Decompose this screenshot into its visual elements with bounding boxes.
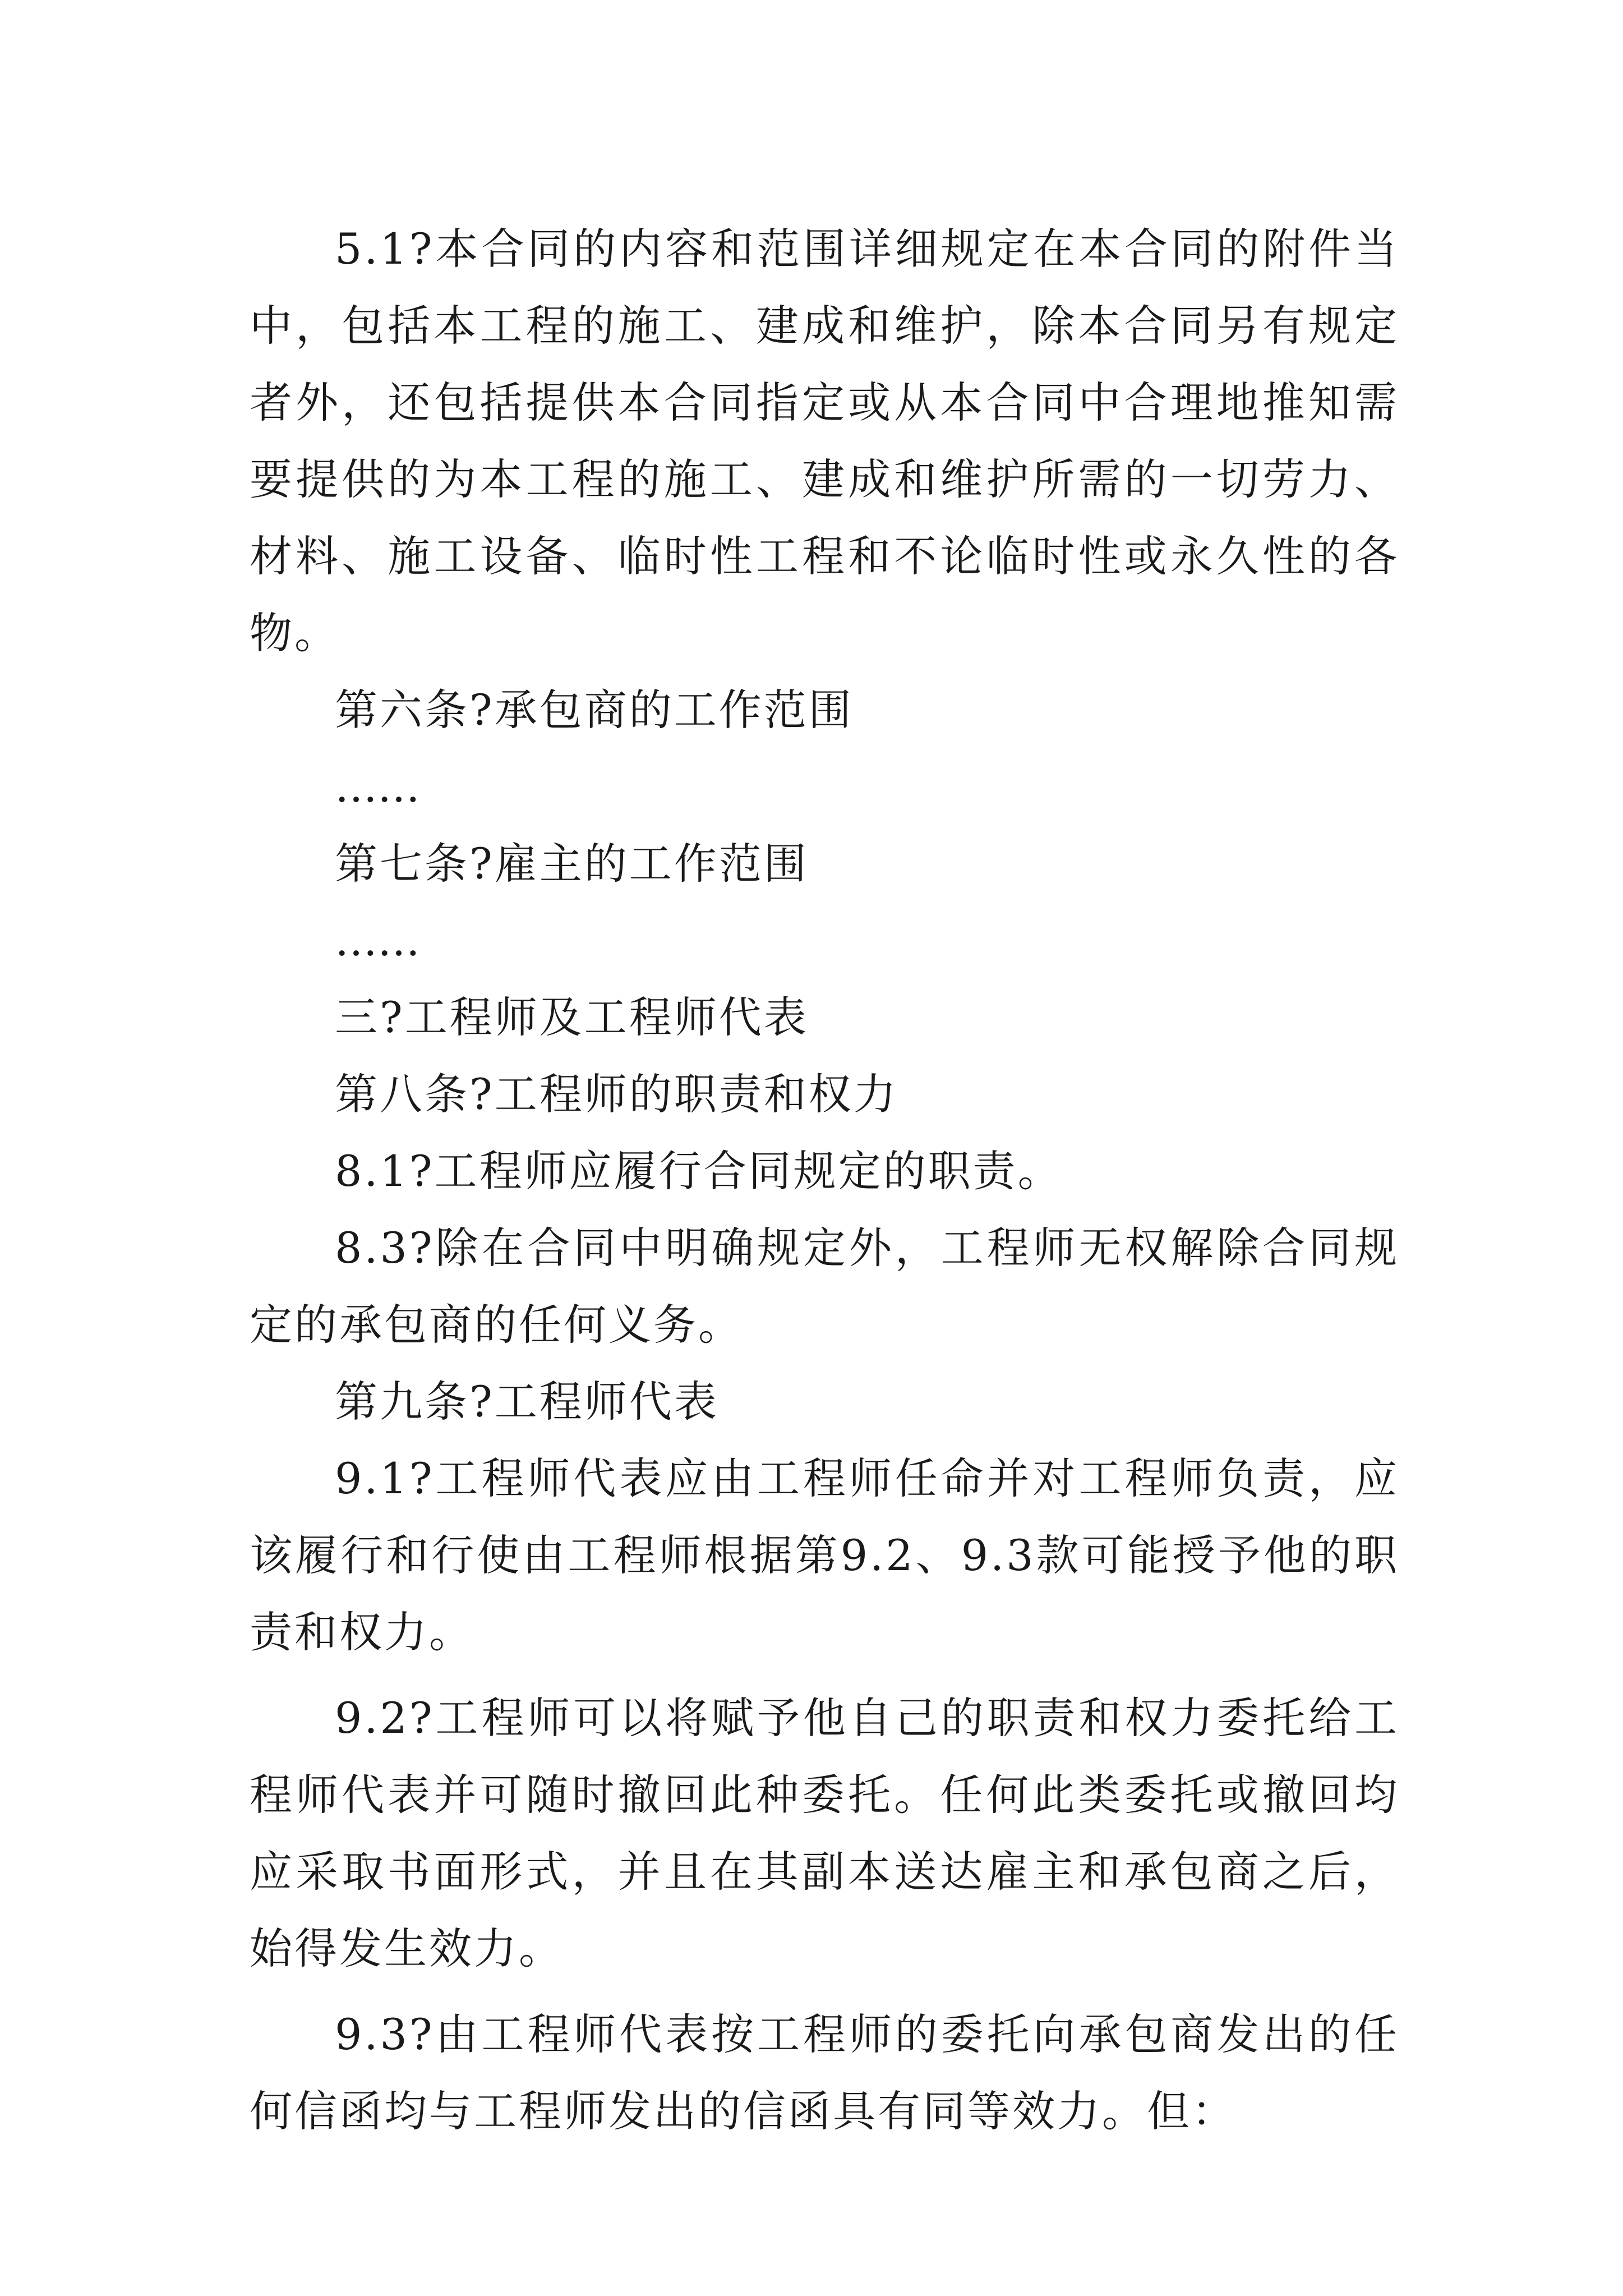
paragraph-8-3: 8.3?除在合同中明确规定外，工程师无权解除合同规定的承包商的任何义务。 <box>250 1223 1399 1350</box>
paragraph-9-1: 9.1?工程师代表应由工程师任命并对工程师负责，应该履行和行使由工程师根据第9.2、9.3款可能授予他的职责和权力。 <box>250 1453 1399 1657</box>
article-9-heading: 第九条?工程师代表 <box>335 1377 719 1427</box>
article-7-heading: 第七条?雇主的工作范围 <box>335 839 809 889</box>
article-6-heading: 第六条?承包商的工作范围 <box>335 685 854 735</box>
paragraph-8-1: 8.1?工程师应履行合同规定的职责。 <box>335 1146 1063 1196</box>
paragraph-9-3: 9.3?由工程师代表按工程师的委托向承包商发出的任何信函均与工程师发出的信函具有同等效力。但： <box>250 2009 1399 2136</box>
ellipsis-2: …… <box>335 915 420 965</box>
document-body <box>250 210 1399 2150</box>
paragraph-5-1: 5.1?本合同的内容和范围详细规定在本合同的附件当中，包括本工程的施工、建成和维护，除本合同另有规定者外，还包括提供本合同指定或从本合同中合理地推知需要提供的为本工程的施工、建成和维护所需的一切劳力、材料、施工设备、临时性工程和不论临时性或永久性的各物。 <box>250 224 1399 658</box>
section-3-heading: 三?工程师及工程师代表 <box>335 992 809 1042</box>
ellipsis-1: …… <box>335 762 420 812</box>
article-8-heading: 第八条?工程师的职责和权力 <box>335 1069 898 1119</box>
paragraph-9-2: 9.2?工程师可以将赋予他自己的职责和权力委托给工程师代表并可随时撤回此种委托。任何此类委托或撤回均应采取书面形式，并且在其副本送达雇主和承包商之后，始得发生效力。 <box>250 1693 1399 1973</box>
